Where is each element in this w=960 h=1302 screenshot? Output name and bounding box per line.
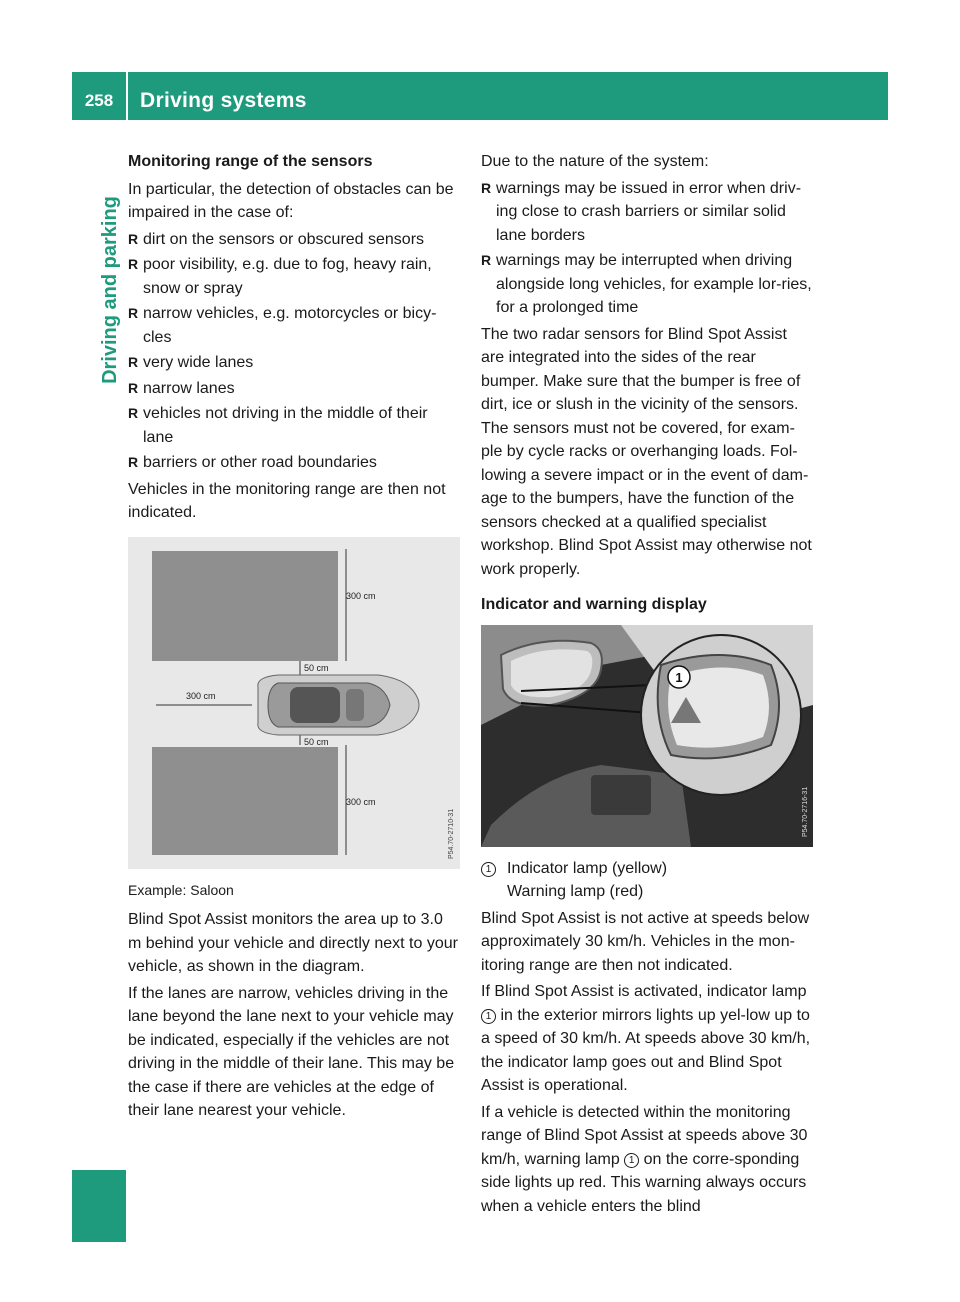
list-item: R warnings may be interrupted when driving alongside long vehicles, for example lor-ries, for a prolonged time xyxy=(481,249,813,320)
range-diagram-svg xyxy=(128,537,460,869)
monitoring-intro: In particular, the detection of obstacles can be impaired in the case of: xyxy=(128,180,454,221)
right-column xyxy=(481,150,813,1221)
monitoring-range-diagram xyxy=(128,537,460,869)
label-300-bottom: 300 cm xyxy=(346,796,376,807)
car-top-view xyxy=(258,675,419,735)
label-300-left: 300 cm xyxy=(186,690,216,701)
list-item: R dirt on the sensors or obscured sensors xyxy=(128,228,460,252)
detected-text-a: If a vehicle is detected within the monitoring range of Blind Spot Assist at speeds above 30 km/h, warning lamp xyxy=(481,1103,808,1168)
list-item: R warnings may be issued in error when driv-ing close to crash barriers or similar solid lane borders xyxy=(481,177,813,248)
figure-code: P54.70-2710-31 xyxy=(448,808,455,859)
detected-vehicle-text xyxy=(481,1101,813,1219)
page-number: 258 xyxy=(84,91,114,110)
label-50-bottom: 50 cm xyxy=(304,736,329,747)
legend-line-2: Warning lamp (red) xyxy=(507,883,644,900)
legend-indicator xyxy=(481,857,813,904)
activated-text-a: If Blind Spot Assist is activated, indicator lamp xyxy=(481,983,807,1000)
inline-number-icon: 1 xyxy=(624,1153,639,1168)
legend-line-1: Indicator lamp (yellow) xyxy=(507,859,668,877)
list-item: R narrow lanes xyxy=(128,377,460,401)
left-column xyxy=(128,150,460,1126)
system-nature-intro: Due to the nature of the system: xyxy=(481,153,709,170)
chapter-label: Driving and parking xyxy=(99,196,121,384)
monitor-area-text: Blind Spot Assist monitors the area up to 3.0 m behind your vehicle and directly next to your vehicle, as shown in the diagram. xyxy=(128,911,458,975)
indicator-heading: Indicator and warning display xyxy=(481,596,707,613)
radar-sensors-text: The two radar sensors for Blind Spot Assist are integrated into the sides of the rear bumper. Make sure that the bumper is free of dirt, ice or slush in the vicinity of the sensors. The sensors must not be covered, for exam-ple by cycle racks or overhanging loads. Fol-lowing a severe impact or in the event of dam-age to the bumpers, have the function of the sensors checked at a qualified specialist workshop. Blind Spot Assist may otherwise not work properly. xyxy=(481,325,812,578)
label-300-top: 300 cm xyxy=(346,590,376,601)
legend-number-icon: 1 xyxy=(481,862,496,877)
section-title: Driving systems xyxy=(140,89,307,112)
activated-text xyxy=(481,980,813,1098)
top-zone xyxy=(152,551,338,661)
detected-text-b: on the corre-sponding side lights up red. This warning always occurs when a vehicle enters the blind xyxy=(481,1150,807,1215)
impairment-list xyxy=(128,228,460,475)
mirror-indicator-photo xyxy=(481,625,813,847)
list-item: R narrow vehicles, e.g. motorcycles or bicy-cles xyxy=(128,302,460,349)
monitoring-heading: Monitoring range of the sensors xyxy=(128,153,373,170)
warning-limits-list xyxy=(481,177,813,320)
list-item: R barriers or other road boundaries xyxy=(128,451,460,475)
not-indicated-text: Vehicles in the monitoring range are then not indicated. xyxy=(128,480,446,521)
narrow-lanes-text: If the lanes are narrow, vehicles driving in the lane beyond the lane next to your vehicle may be indicated, especially if the vehicles are not driving in the middle of their lane. This may be the case if there are vehicles at the edge of their lane nearest your vehicle. xyxy=(128,984,455,1119)
bottom-zone xyxy=(152,747,338,855)
inline-number-icon: 1 xyxy=(481,1009,496,1024)
header-divider xyxy=(126,72,128,120)
inactive-speed-text: Blind Spot Assist is not active at speeds below approximately 30 km/h. Vehicles in the mon-itoring range are then not indicated. xyxy=(481,909,810,974)
mirror-photo-svg xyxy=(481,625,813,847)
list-item: R poor visibility, e.g. due to fog, heavy rain, snow or spray xyxy=(128,253,460,300)
callout-number: 1 xyxy=(675,669,683,685)
label-50-top: 50 cm xyxy=(304,662,329,673)
list-item: R vehicles not driving in the middle of their lane xyxy=(128,402,460,449)
figure-caption: Example: Saloon xyxy=(128,881,234,898)
list-item: R very wide lanes xyxy=(128,351,460,375)
activated-text-b: in the exterior mirrors lights up yel-low up to a speed of 30 km/h. At speeds above 30 km/h, the indicator lamp goes out and Blind Spot Assist is operational. xyxy=(481,1006,811,1094)
photo-code: P54.70-2716-31 xyxy=(802,786,809,837)
chapter-marker-block xyxy=(72,1170,126,1242)
